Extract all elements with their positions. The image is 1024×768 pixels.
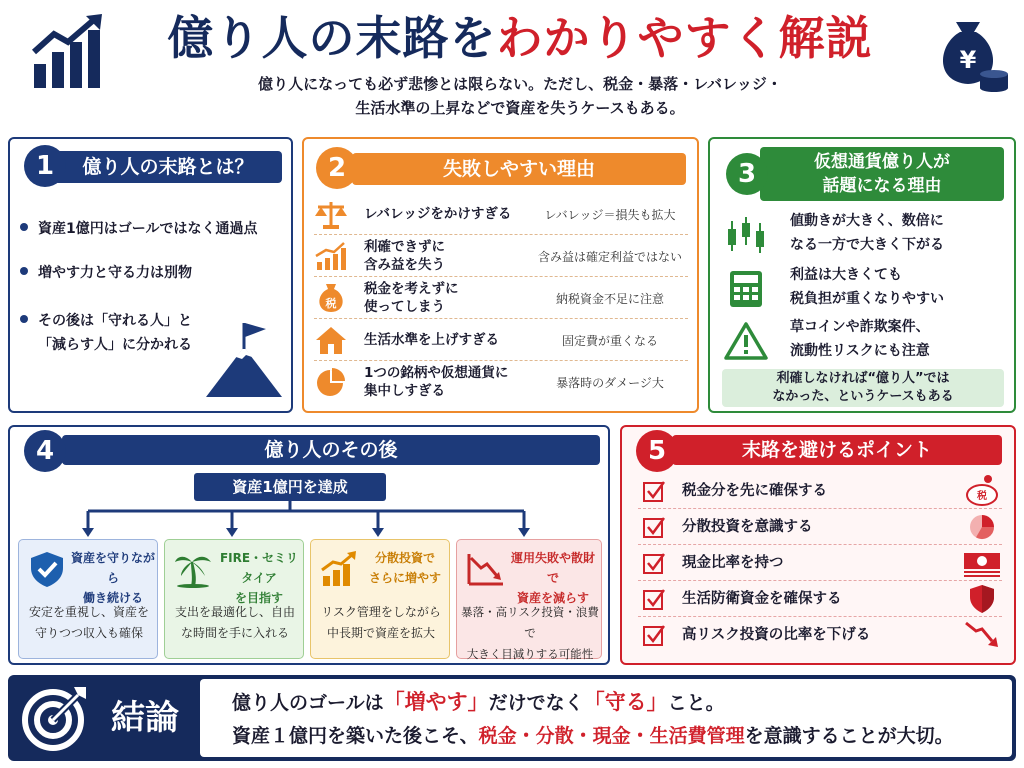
section-2-title: 失敗しやすい理由: [352, 153, 686, 185]
list-item: 増やす力と守る力は別物: [20, 261, 192, 285]
palm-tree-icon: [173, 550, 213, 588]
conclusion-text-box: [200, 679, 1012, 757]
point-text: 税金分を先に確保する: [682, 483, 827, 499]
checkbox-checked-icon: [642, 587, 666, 611]
card-title: FIRE・セミリタイア を目指す: [219, 551, 299, 605]
list-item: [724, 315, 1004, 371]
card-body: 暴落・高リスク投資・浪費で 大きく目減りする可能性: [461, 605, 599, 661]
tax-bag-icon: [314, 282, 348, 314]
reason-text: 値動きが大きく、数倍に なる一方で大きく下がる: [790, 213, 944, 253]
shield-icon: [962, 583, 1002, 615]
list-item-continued: 「減らす人」に分かれる: [38, 337, 192, 353]
checkbox-checked-icon: [642, 623, 666, 647]
conclusion-line-1: 億り人のゴールは「増やす」だけでなく「守る」こと。: [232, 690, 725, 714]
section-5-number: 5: [636, 430, 678, 472]
reason-note: 納税資金不足に注意: [555, 291, 664, 306]
section-3-number: 3: [726, 153, 768, 195]
point-text: 現金比率を持つ: [682, 555, 784, 571]
card-title: 資産を守りながら 働き続ける: [70, 551, 155, 605]
section-2-number: 2: [316, 147, 358, 189]
list-item: [724, 209, 1004, 265]
subtitle-line-1: 億り人になっても必ず悲惨とは限らない。ただし、税金・暴落・レバレッジ・: [258, 75, 782, 93]
point-text: 生活防衛資金を確保する: [682, 591, 842, 607]
money-bag-icon: [930, 8, 1010, 92]
outcome-card-diversify: [310, 539, 450, 659]
section-3-title: 仮想通貨億り人が 話題になる理由: [760, 147, 1004, 201]
reason-note: 固定費が重くなる: [561, 333, 658, 348]
card-body: 安定を重視し、資産を 守りつつ収入も確保: [28, 605, 149, 640]
yen-symbol: ¥: [959, 46, 977, 74]
conclusion-line-2: 資産１億円を築いた後こそ、税金・分散・現金・生活費管理を意識することが大切。: [232, 725, 954, 747]
reason-text: 税金を考えずに 使ってしまう: [364, 281, 459, 315]
pie-chart-icon: [314, 366, 348, 398]
flow-arrows: [10, 501, 610, 539]
checkbox-checked-icon: [642, 551, 666, 575]
pie-chart-icon: [962, 511, 1002, 543]
outcome-card-lose-assets: [456, 539, 602, 659]
bar-chart-growth-icon: [30, 12, 110, 92]
list-item: [638, 545, 1002, 581]
list-item: [638, 509, 1002, 545]
cash-stack-icon: [962, 547, 1002, 579]
card-title: 運用失敗や散財で 資産を減らす: [510, 551, 595, 605]
summit-flag-icon: [206, 321, 282, 399]
point-text: 分散投資を意識する: [682, 519, 813, 535]
list-item: 資産1億円はゴールではなく通過点: [20, 217, 257, 241]
section-4-panel: [8, 425, 610, 665]
conclusion-label: 結論: [111, 698, 179, 738]
down-arrow-icon: [962, 619, 1002, 651]
falling-chart-icon: [465, 550, 505, 588]
list-item: [638, 617, 1002, 653]
list-item: [638, 473, 1002, 509]
shield-check-icon: [27, 550, 67, 588]
bullet-icon: [20, 315, 28, 323]
calculator-icon: [724, 269, 768, 309]
reason-note: 暴落時のダメージ大: [556, 375, 664, 390]
section-1-title: 億り人の末路とは？: [54, 151, 282, 183]
bullet-icon: [20, 223, 28, 231]
card-body: リスク管理をしながら 中長期で資産を拡大: [321, 605, 441, 640]
section-3-panel: [708, 137, 1016, 413]
piggy-bank-icon: [962, 475, 1002, 507]
reason-text: 草コインや詐欺案件、 流動性リスクにも注意: [790, 319, 930, 359]
card-body: 支出を最適化し、自由 な時間を手に入れる: [174, 605, 295, 640]
section-3-note: 利確しなければ“億り人”では なかった、というケースもある: [722, 369, 1004, 407]
point-text: 高リスク投資の比率を下げる: [682, 627, 871, 643]
section-4-number: 4: [24, 430, 66, 472]
section-5-panel: [620, 425, 1016, 665]
reason-text: レバレッジをかけすぎる: [364, 206, 512, 222]
outcome-card-keep-working: [18, 539, 158, 659]
section-1-panel: [8, 137, 293, 413]
list-item: その後は「守れる人」と: [20, 309, 192, 333]
reason-note: レバレッジ＝損失も拡大: [544, 207, 676, 222]
list-item: [638, 581, 1002, 617]
bullet-icon: [20, 267, 28, 275]
list-item: [314, 235, 688, 277]
page-title: 億り人の末路をわかりやすく解説: [167, 11, 873, 65]
list-item: [314, 361, 688, 403]
tax-glyph: 税: [325, 297, 337, 310]
list-item: [314, 277, 688, 319]
reason-text: 利確できずに 含み益を失う: [364, 239, 445, 273]
subtitle: [140, 72, 900, 120]
reason-text: 利益は大きくても 税負担が重くなりやすい: [790, 267, 944, 307]
growth-bars-icon: [319, 550, 359, 588]
checkbox-checked-icon: [642, 515, 666, 539]
target-icon: [20, 683, 90, 753]
tax-glyph: 税: [977, 491, 987, 502]
section-1-number: 1: [24, 145, 66, 187]
scale-icon: [314, 198, 348, 230]
list-item: [724, 263, 1004, 319]
card-title: 分散投資で さらに増やす: [368, 551, 441, 585]
rising-chart-icon: [314, 240, 348, 272]
goal-box: 資産1億円を達成: [194, 473, 386, 501]
house-icon: [314, 324, 348, 356]
reason-text: 1つの銘柄や仮想通貨に 集中しすぎる: [364, 365, 509, 399]
warning-icon: [724, 321, 768, 361]
section-2-panel: [302, 137, 699, 413]
subtitle-line-2: 生活水準の上昇などで資産を失うケースもある。: [355, 99, 685, 117]
checkbox-checked-icon: [642, 479, 666, 503]
list-item: [314, 193, 688, 235]
section-5-title: 末路を避けるポイント: [672, 435, 1002, 465]
reason-text: 生活水準を上げすぎる: [364, 332, 499, 348]
list-item: [314, 319, 688, 361]
candlestick-icon: [724, 215, 768, 255]
outcome-card-fire: [164, 539, 304, 659]
reason-note: 含み益は確定利益ではない: [537, 249, 682, 264]
section-4-title: 億り人のその後: [62, 435, 600, 465]
